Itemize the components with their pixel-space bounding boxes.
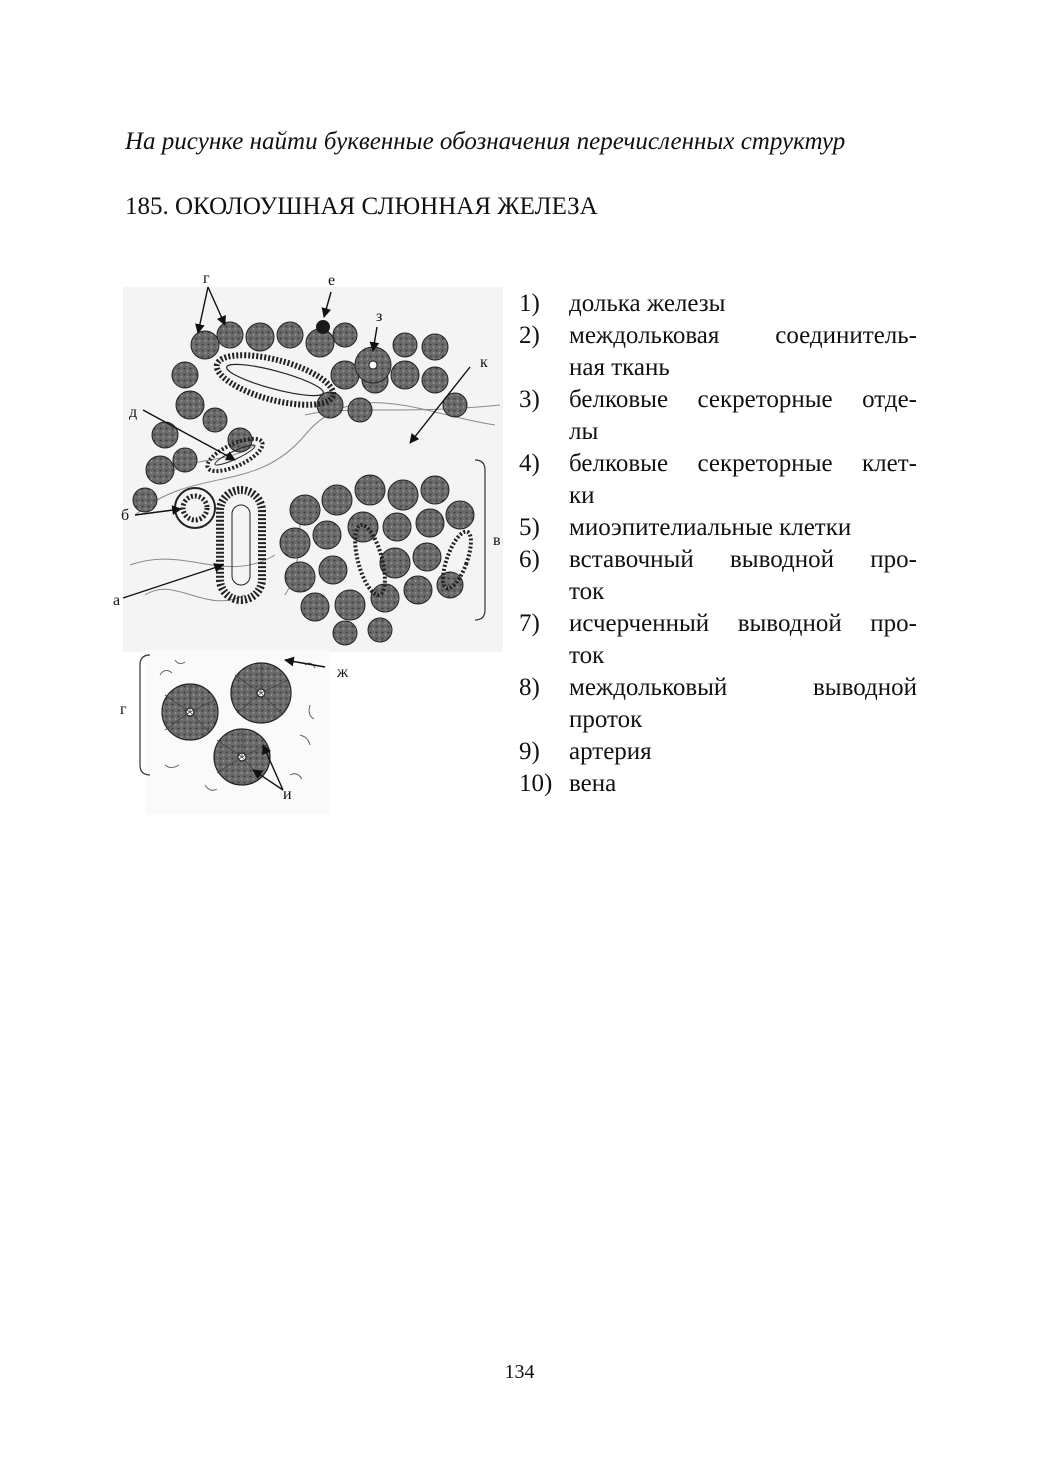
list-item: 7) исчерченный выводной про- ток [519, 610, 917, 669]
list-item: 8) междольковый выводной проток [519, 674, 917, 733]
list-item: 6) вставочный выводной про- ток [519, 546, 917, 605]
list-item: 4) белковые секреторные клет- ки [519, 450, 917, 509]
list-item: 10) вена [519, 770, 617, 797]
list-item: 5) миоэпителиальные клетки [519, 514, 852, 541]
list-item: 1) долька железы [519, 290, 726, 317]
dark-cell [316, 320, 330, 334]
section-heading: 185. ОКОЛОУШНАЯ СЛЮННАЯ ЖЕЛЕЗА [125, 193, 598, 220]
label-b: б [121, 507, 130, 524]
label-k: к [480, 354, 488, 371]
label-g-top: г [203, 270, 210, 287]
instruction-text: На рисунке найти буквенные обозначения перечисленных структур [125, 128, 846, 155]
page-number: 134 [504, 1361, 535, 1383]
label-a: а [113, 592, 121, 609]
label-d: д [129, 404, 138, 421]
label-zh: ж [337, 664, 349, 681]
label-z: з [376, 308, 383, 325]
structures-list [519, 288, 917, 800]
label-e: е [328, 272, 336, 289]
acinus-with-lumen [355, 347, 391, 383]
label-v: в [493, 532, 501, 549]
label-i: и [283, 786, 292, 803]
list-item: 3) белковые секреторные отде- лы [519, 386, 917, 445]
histology-drawing [105, 265, 515, 825]
list-item: 2) междольковая соединитель- ная ткань [519, 322, 917, 381]
parotid-gland-figure [105, 265, 515, 825]
label-g-bottom: г [120, 701, 127, 718]
list-item: 9) артерия [519, 738, 652, 765]
